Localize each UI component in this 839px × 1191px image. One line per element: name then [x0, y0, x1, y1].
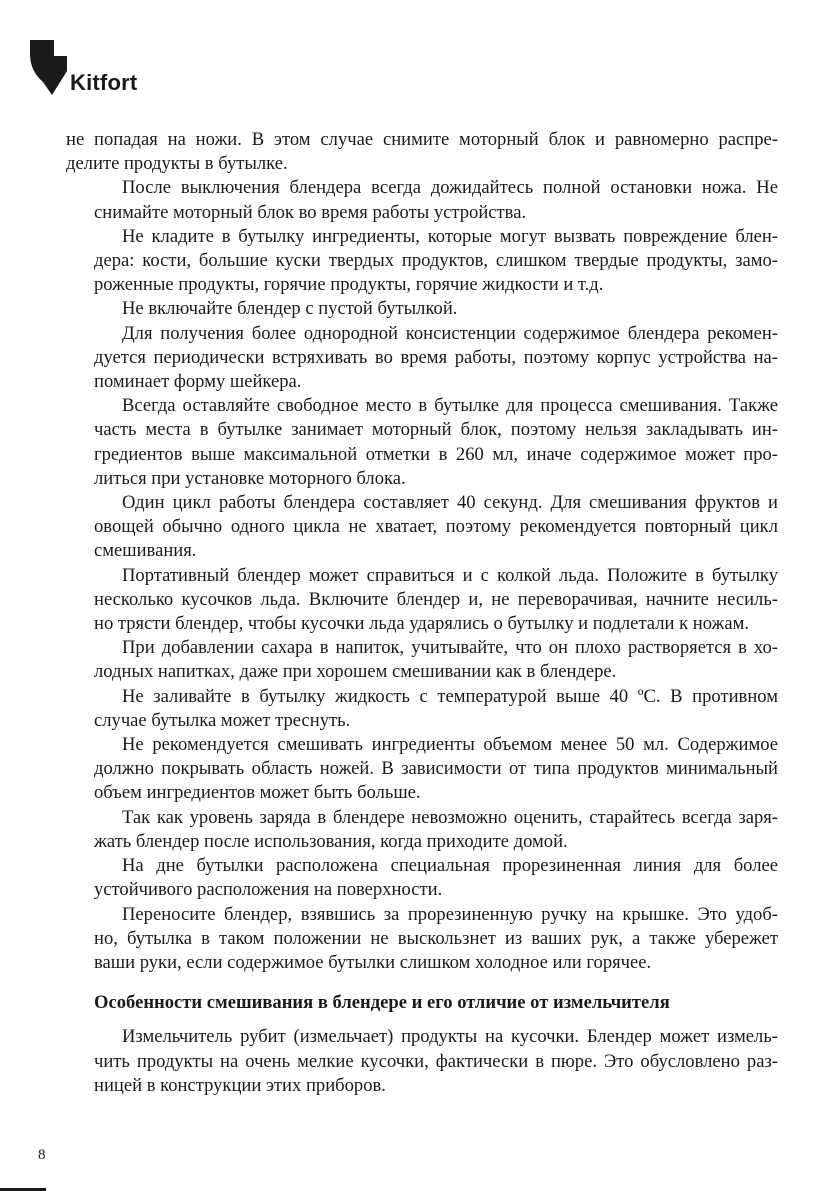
text-line: чить продукты на очень мелкие кусочки, фактически в пюре. Это обусловлено раз-	[94, 1050, 778, 1072]
body-paragraph	[66, 394, 778, 491]
text-line: При добавлении сахара в напиток, учитывайте, что он плохо растворяется в хо-	[122, 637, 778, 659]
text-line: ваши руки, если содержимое бутылки слишком холодное или горячее.	[94, 951, 652, 973]
text-line: Не включайте блендер с пустой бутылкой.	[122, 298, 458, 320]
text-line: но трясти блендер, чтобы кусочки льда ударялись о бутылку и подлетали к ножам.	[94, 613, 750, 635]
text-line: роженные продукты, горячие продукты, горячие жидкости и т.д.	[94, 274, 604, 296]
text-line: дера: кости, большие куски твердых продуктов, слишком твердые продукты, замо-	[94, 250, 778, 272]
body-paragraph	[66, 176, 778, 224]
body-paragraph	[66, 491, 778, 564]
brand-name: Kitfort	[70, 70, 138, 95]
text-line: Так как уровень заряда в блендере невозможно оценить, старайтесь всегда заря-	[122, 806, 778, 828]
text-line: жать блендер после использования, когда приходите домой.	[94, 830, 568, 852]
kitfort-logo	[30, 40, 170, 96]
text-line: лодных напитках, даже при хорошем смешивании как в блендере.	[94, 661, 617, 683]
text-line: Не рекомендуется смешивать ингредиенты объемом менее 50 мл. Содержимое	[122, 734, 778, 756]
text-line: После выключения блендера всегда дожидайтесь полной остановки ножа. Не	[122, 177, 778, 199]
text-line: Переносите блендер, взявшись за прорезиненную ручку на крышке. Это удоб-	[122, 903, 778, 925]
body-paragraph	[66, 322, 778, 395]
body-paragraph	[66, 806, 778, 854]
text-line: ницей в конструкции этих приборов.	[94, 1074, 386, 1096]
body-paragraph	[66, 128, 778, 176]
body-paragraph	[66, 685, 778, 733]
text-line: Не кладите в бутылку ингредиенты, которые могут вызвать повреждение блен-	[122, 225, 778, 247]
text-line: Измельчитель рубит (измельчает) продукты на кусочки. Блендер может измель-	[122, 1026, 778, 1048]
text-line: но, бутылка в таком положении не выскользнет из ваших рук, а также убережет	[94, 927, 778, 949]
text-line: Для получения более однородной консистенции содержимое блендера рекомен-	[122, 322, 778, 344]
text-line: На дне бутылки расположена специальная прорезиненная линия для более	[122, 855, 778, 877]
body-paragraph	[66, 733, 778, 806]
text-line: несколько кусочков льда. Включите блендер и, не переворачивая, начните несиль-	[94, 588, 778, 610]
body-paragraph	[66, 564, 778, 637]
body-paragraph	[66, 225, 778, 298]
body-paragraph	[66, 297, 778, 321]
text-line: часть места в бутылке занимает моторный блок, поэтому нельзя закладывать ин-	[94, 419, 778, 441]
text-line: Всегда оставляйте свободное место в бутылке для процесса смешивания. Также	[122, 395, 778, 417]
text-line: литься при установке моторного блока.	[94, 467, 406, 489]
body-paragraph	[66, 1025, 778, 1098]
section-heading: Особенности смешивания в блендере и его отличие от измельчителя	[94, 992, 670, 1014]
body-paragraph	[66, 636, 778, 684]
text-line: снимайте моторный блок во время работы устройства.	[94, 201, 527, 223]
text-line: объем ингредиентов может быть больше.	[94, 782, 421, 804]
text-line: гредиентов выше максимальной отметки в 260 мл, иначе содержимое может про-	[94, 443, 778, 465]
text-line: поминает форму шейкера.	[94, 371, 302, 393]
text-line: Портативный блендер может справиться и с колкой льда. Положите в бутылку	[122, 564, 778, 586]
text-line: Не заливайте в бутылку жидкость с температурой выше 40 ºС. В противном	[122, 685, 778, 707]
document-body	[66, 128, 778, 1098]
page-number: 8	[38, 1147, 46, 1163]
body-paragraph	[66, 903, 778, 976]
text-line: овощей обычно одного цикла не хватает, поэтому рекомендуется повторный цикл	[94, 516, 778, 538]
text-line: дуется периодически встряхивать во время работы, поэтому корпус устройства на-	[94, 346, 778, 368]
text-line: делите продукты в бутылке.	[66, 153, 288, 175]
kitfort-logo-mark-icon	[30, 40, 70, 96]
text-line: не попадая на ножи. В этом случае снимите моторный блок и равномерно распре-	[66, 129, 778, 150]
text-line: Один цикл работы блендера составляет 40 секунд. Для смешивания фруктов и	[122, 492, 778, 514]
body-paragraph	[66, 854, 778, 902]
text-line: случае бутылка может треснуть.	[94, 709, 351, 731]
text-line: смешивания.	[94, 540, 197, 562]
text-line: устойчивого расположения на поверхности.	[94, 879, 443, 901]
text-line: должно покрывать область ножей. В зависимости от типа продуктов минимальный	[94, 758, 778, 780]
